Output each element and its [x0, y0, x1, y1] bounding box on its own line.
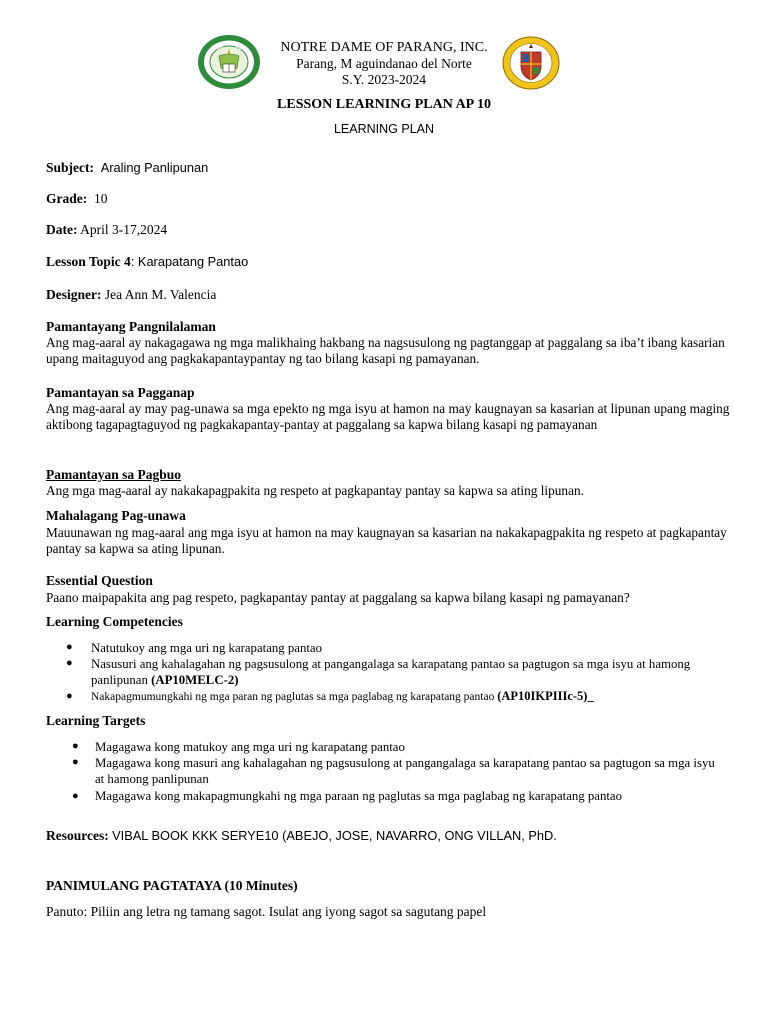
detail-value: Araling Panlipunan: [100, 160, 209, 175]
target-item: Magagawa kong masuri ang kahalagahan ng pagsusulong at pangangalaga sa karapatang pantao sa pagtugon sa mga isyu at hamong panlipunan: [95, 756, 715, 787]
section-body-essential-question: Paano maipapakita ang pag respeto, pagkapantay pantay at paggalang sa kapwa bilang kasapi ng pamayanan?: [46, 590, 630, 605]
section-body-pag-unawa: Mauunawan ng mag-aaral ang mga isyu at hamon na may kaugnayan sa kasarian na nakakapagpakita ng respeto at pagkapantay pantay sa kapwa sa ating lipunan.: [46, 525, 727, 557]
competency-text: Nasusuri ang kahalagahan ng pagsusulong at pangangalaga sa karapatang pantao sa pagtugon sa mga isyu at hamong panlipunan: [91, 657, 691, 688]
competency-item: [91, 688, 741, 705]
detail-value: April 3-17,2024: [80, 222, 168, 237]
school-name: NOTRE DAME OF PARANG, INC.: [280, 40, 488, 55]
targets-heading: Learning Targets: [46, 713, 146, 728]
section-heading-pag-unawa: Mahalagang Pag-unawa: [46, 508, 186, 523]
target-text: Magagawa kong makapagmungkahi ng mga paraan ng paglutas sa mga paglabag ng karapatang pantao: [95, 789, 622, 803]
document-subtitle: LEARNING PLAN: [333, 122, 435, 136]
school-year: S.Y. 2023-2024: [341, 72, 427, 87]
competencies-heading: Learning Competencies: [46, 614, 183, 629]
detail-label: Grade:: [46, 191, 88, 206]
section-heading-pagganap: Pamantayan sa Pagganap: [46, 385, 195, 400]
detail-lesson-topic: [46, 254, 248, 270]
section-heading-pangnilalaman: Pamantayang Pangnilalaman: [46, 319, 216, 334]
competency-text: Nakapagmumungkahi ng mga paran ng paglutas sa mga paglabag ng karapatang pantao: [91, 691, 498, 703]
panimulang-instructions: Panuto: Piliin ang letra ng tamang sagot. Isulat ang iyong sagot sa sagutang papel: [46, 904, 487, 919]
panimulang-heading: PANIMULANG PAGTATAYA (10 Minutes): [46, 878, 298, 893]
section-body-pangnilalaman: Ang mag-aaral ay nakagagawa ng mga malikhaing hakbang na nagsusulong ng pagtanggap at paggalang sa iba’t ibang kasarian upang maitaguyod ang pagkakapantaypantay ng tao bilang kasapi ng pamayanan.: [46, 335, 725, 367]
bullet-icon: ●: [66, 641, 73, 653]
detail-label: Lesson Topic 4: [46, 254, 131, 269]
section-body-pagbuo: Ang mga mag-aaral ay nakakapagpakita ng respeto at pagkapantay pantay sa kapwa sa ating lipunan.: [46, 483, 584, 498]
detail-label: Date:: [46, 222, 78, 237]
detail-value: Jea Ann M. Valencia: [104, 287, 217, 302]
resources-line: [46, 828, 557, 844]
section-heading-pagbuo: Pamantayan sa Pagbuo: [46, 467, 182, 482]
detail-label: Designer:: [46, 287, 102, 302]
target-item: [95, 788, 735, 804]
competency-item: [91, 640, 731, 656]
detail-designer: [46, 287, 216, 303]
section-heading-essential-question: Essential Question: [46, 573, 153, 588]
detail-value: : Karapatang Pantao: [130, 254, 249, 269]
resources-value: VIBAL BOOK KKK SERYE10 (ABEJO, JOSE, NAVARRO, ONG VILLAN, PhD.: [112, 828, 557, 843]
detail-date: [46, 222, 167, 238]
bullet-icon: ●: [72, 790, 79, 802]
document-title: LESSON LEARNING PLAN AP 10: [277, 97, 491, 112]
detail-grade: [46, 191, 108, 207]
target-item: Magagawa kong matukoy ang mga uri ng karapatang pantao: [95, 740, 405, 754]
resources-label: Resources:: [46, 828, 109, 843]
competency-code: (AP10IKPIIIc-5)_: [497, 689, 594, 703]
school-address: Parang, M aguindanao del Norte: [296, 56, 472, 71]
competency-code: (AP10MELC-2): [151, 673, 239, 688]
detail-subject: [46, 160, 208, 176]
bullet-icon: ●: [72, 740, 79, 752]
detail-label: Subject:: [46, 160, 94, 175]
bullet-icon: ●: [66, 690, 73, 702]
detail-value: 10: [94, 191, 108, 206]
section-body-pagganap: Ang mag-aaral ay may pag-unawa sa mga epekto ng mga isyu at hamon na may kaugnayan sa kasarian at lipunan upang maging aktibong tagapagtaguyod ng pagkakapantay-pantay at paggalang sa kapwa bilang kasapi ng pamayanan: [46, 401, 730, 433]
bullet-icon: ●: [66, 657, 73, 669]
competency-item: [91, 656, 731, 689]
bullet-icon: ●: [72, 756, 79, 768]
competency-text: Natutukoy ang mga uri ng karapatang pantao: [91, 641, 322, 655]
